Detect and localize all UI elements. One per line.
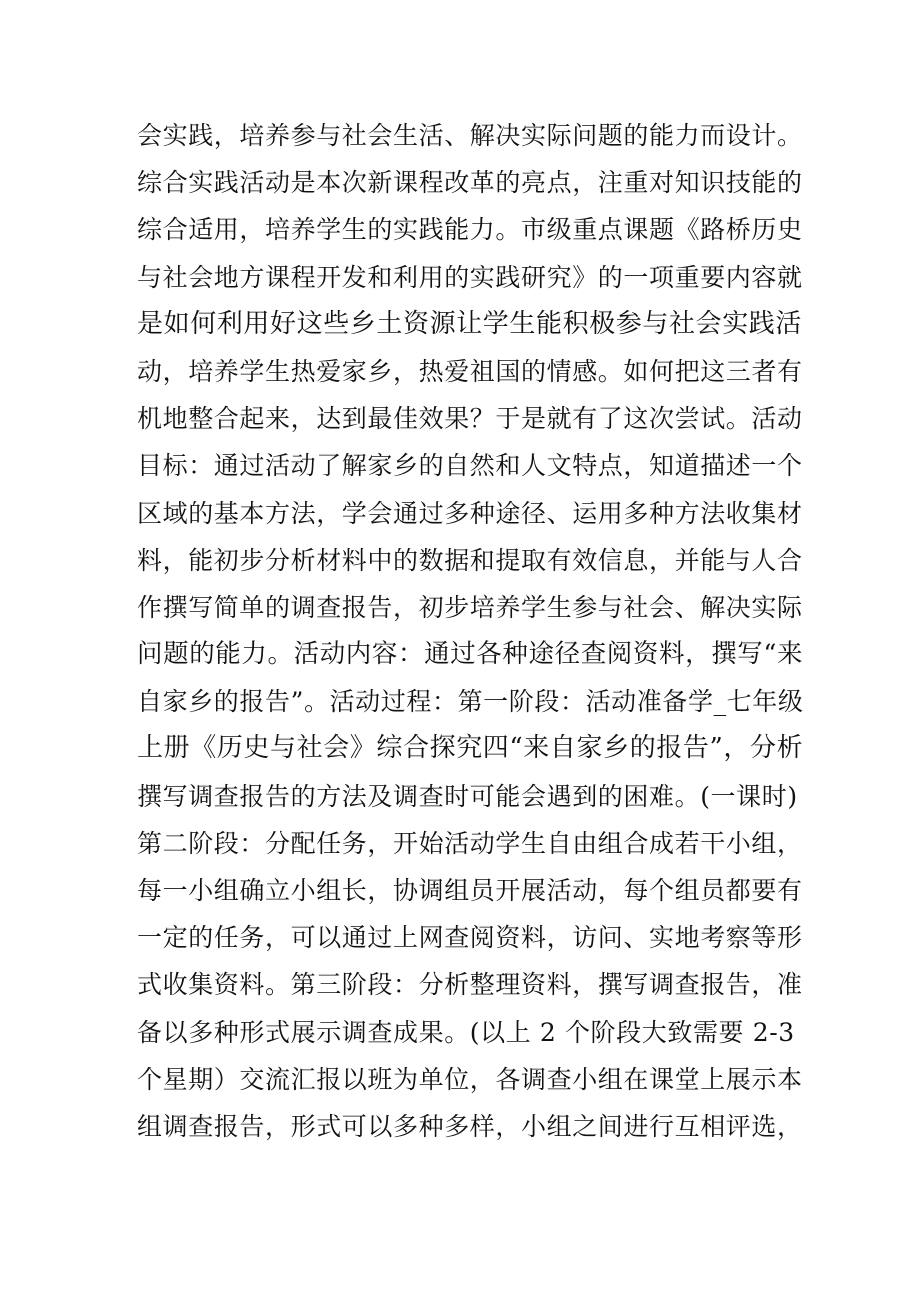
text-line: 问题的能力。活动内容：通过各种途径查阅资料，撰写“来	[137, 639, 804, 670]
text-line: 会实践，培养参与社会生活、解决实际问题的能力而设计。	[137, 121, 803, 150]
body-text	[137, 112, 807, 1150]
text-line: 区域的基本方法，学会通过多种途径、运用多种方法收集材	[137, 498, 803, 528]
text-line: 式收集资料。第三阶段：分析整理资料，撰写调查报告，准	[137, 970, 803, 1000]
text-line: 是如何利用好这些乡土资源让学生能积极参与社会实践活	[137, 308, 803, 339]
text-line: 机地整合起来，达到最佳效果？于是就有了这次尝试。活动	[137, 404, 803, 434]
text-line: 备以多种形式展示调查成果。(以上 2 个阶段大致需要 2-3	[137, 1017, 795, 1047]
text-line: 自家乡的报告”。活动过程：第一阶段：活动准备学_七年级	[137, 687, 804, 717]
text-line: 目标：通过活动了解家乡的自然和人文特点，知道描述一个	[137, 451, 803, 481]
text-line: 动，培养学生热爱家乡，热爱祖国的情感。如何把这三者有	[137, 356, 803, 386]
text-line: 综合适用，培养学生的实践能力。市级重点课题《路桥历史	[137, 215, 803, 245]
text-line: 与社会地方课程开发和利用的实践研究》的一项重要内容就	[137, 262, 803, 292]
text-line: 作撰写简单的调查报告，初步培养学生参与社会、解决实际	[137, 592, 803, 622]
text-line: 每一小组确立小组长，协调组员开展活动，每个组员都要有	[137, 876, 803, 905]
text-line: 组调查报告，形式可以多种多样，小组之间进行互相评选，	[137, 1111, 803, 1141]
text-line: 一定的任务，可以通过上网查阅资料，访问、实地考察等形	[137, 923, 803, 953]
text-line: 个星期）交流汇报以班为单位，各调查小组在课堂上展示本	[137, 1064, 803, 1094]
text-line: 综合实践活动是本次新课程改革的亮点，注重对知识技能的	[137, 168, 803, 198]
text-line: 上册《历史与社会》综合探究四“来自家乡的报告”，分析	[137, 733, 804, 764]
text-line: 撰写调查报告的方法及调查时可能会遇到的困难。(一课时)	[137, 781, 798, 811]
text-line: 料，能初步分析材料中的数据和提取有效信息，并能与人合	[137, 545, 803, 575]
text-line: 第二阶段：分配任务，开始活动学生自由组合成若干小组，	[137, 828, 803, 858]
